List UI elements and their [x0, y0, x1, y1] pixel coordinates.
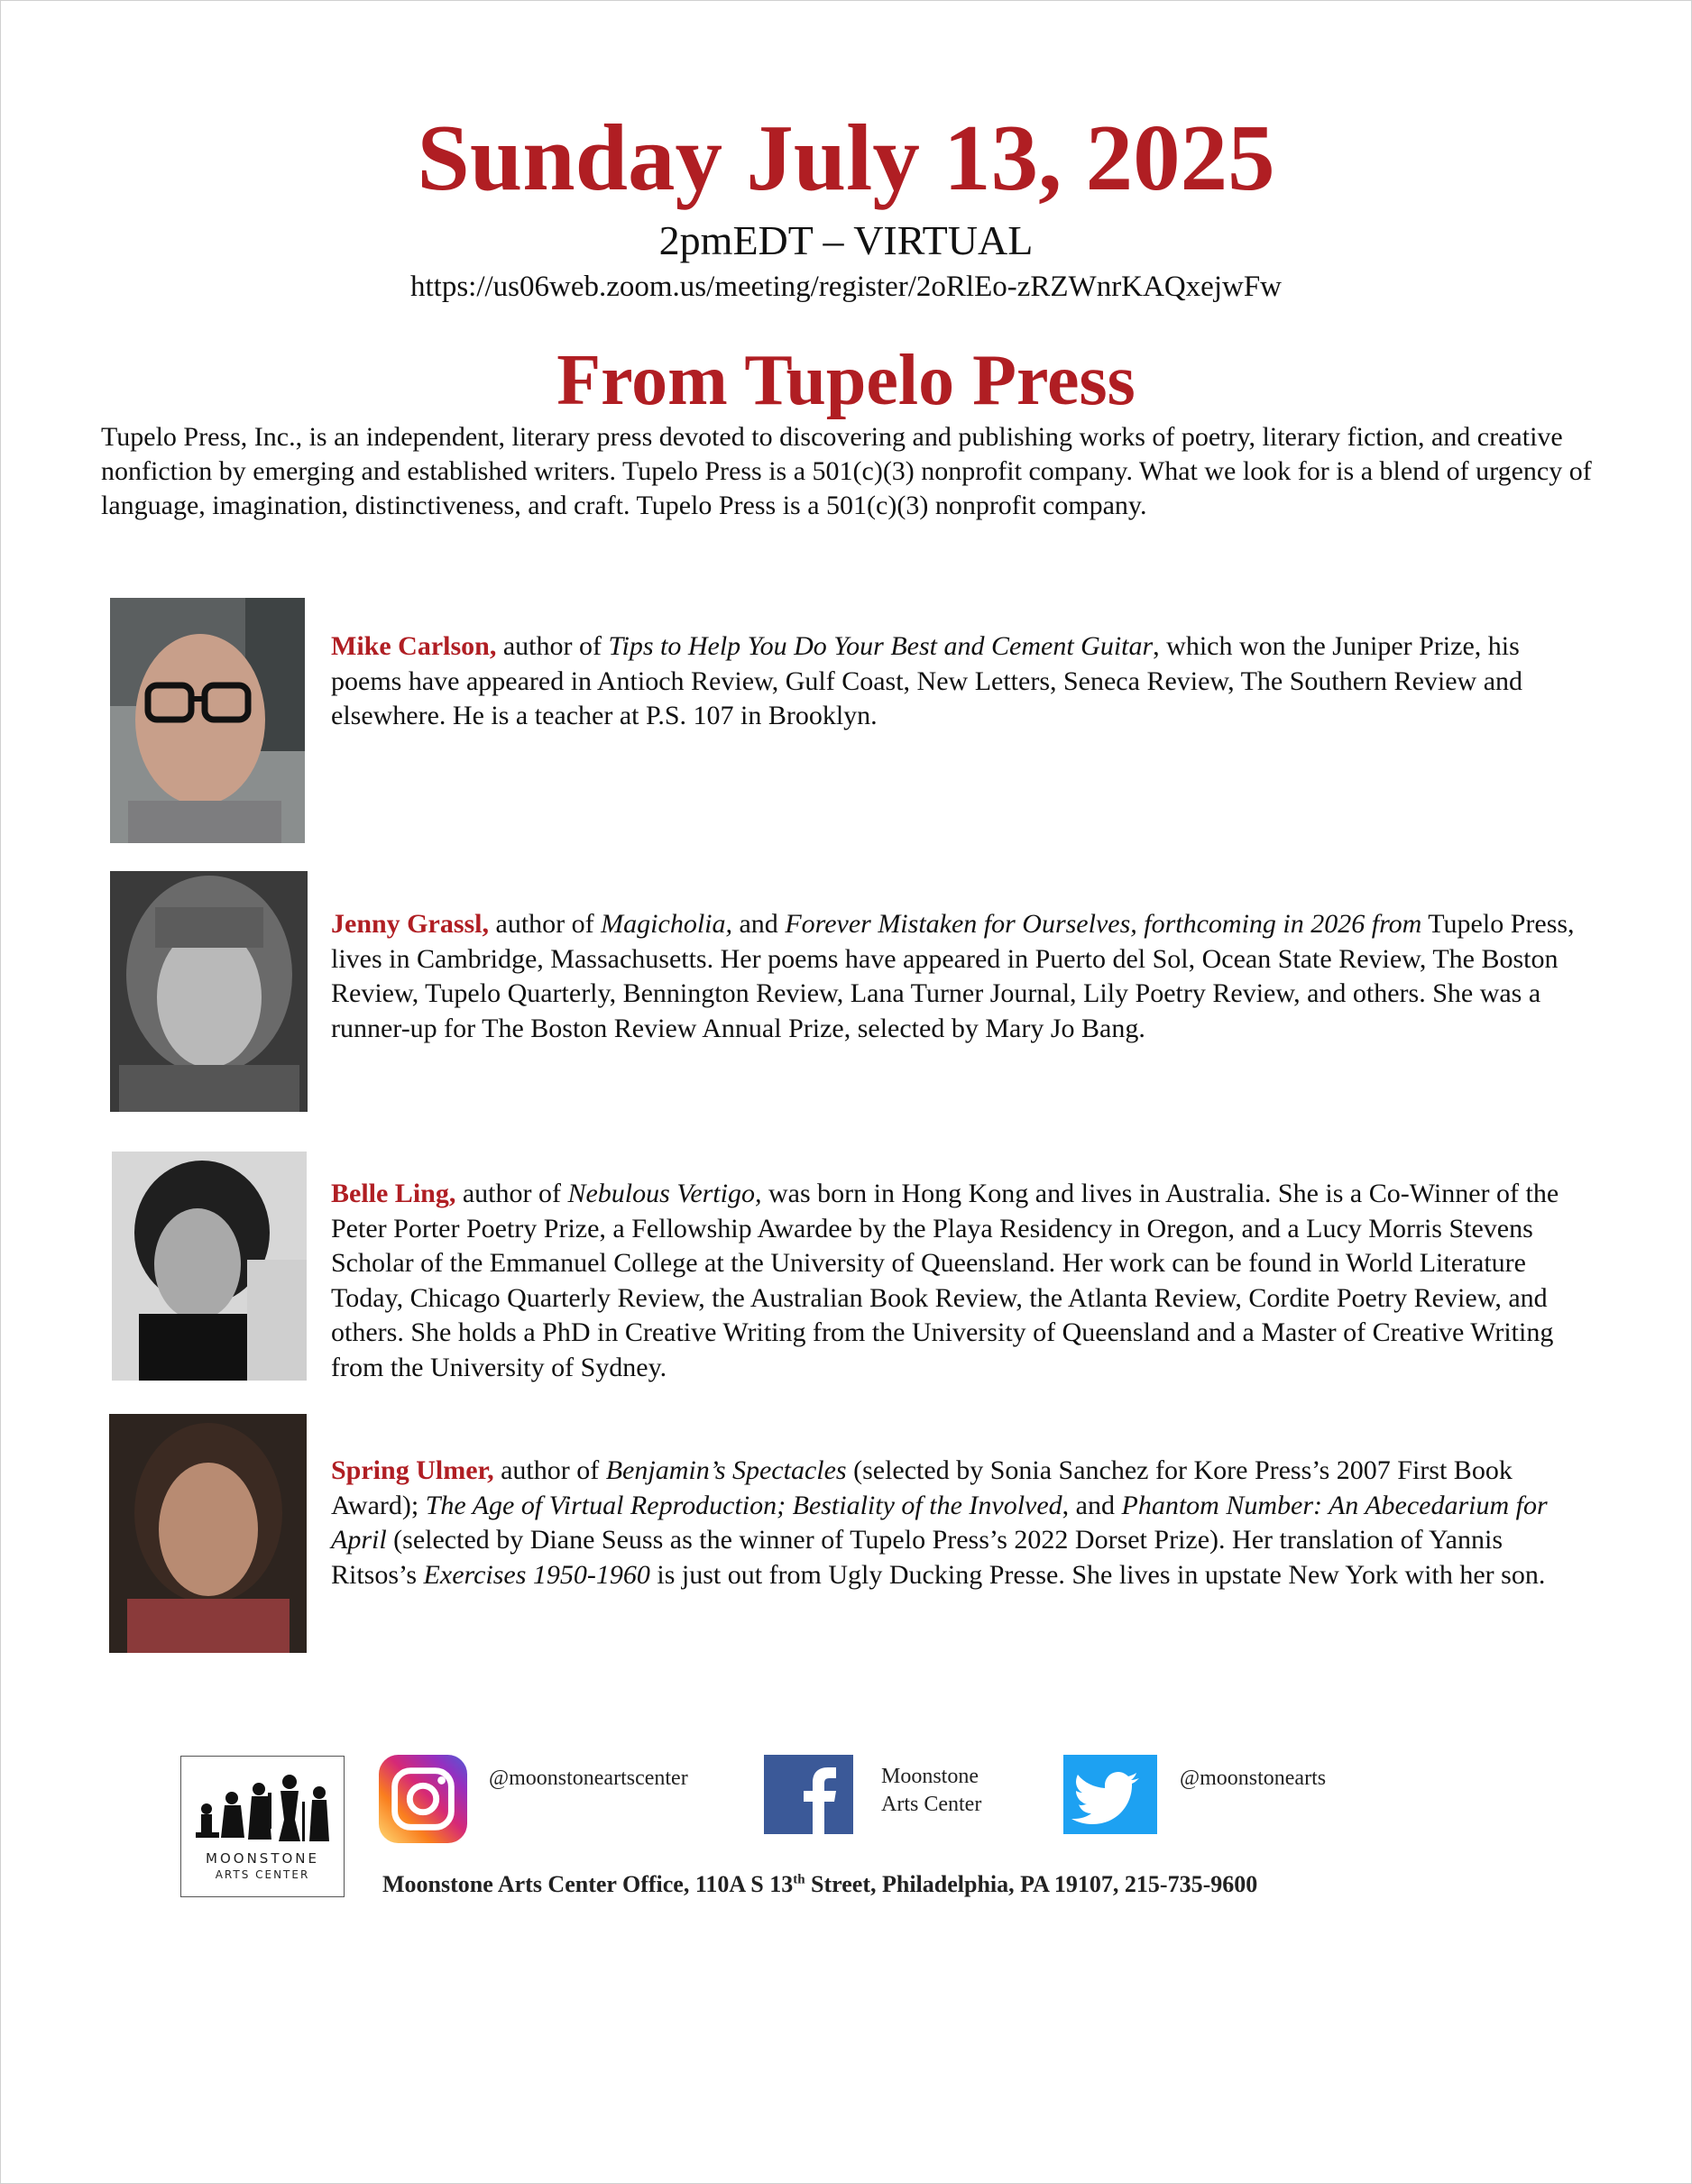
author-photo-mike-carlson: [110, 598, 305, 843]
artists-silhouette-icon: [189, 1766, 336, 1845]
author-name: Belle Ling,: [331, 1179, 456, 1208]
zoom-registration-link[interactable]: https://us06web.zoom.us/meeting/register/2oRlEo-zRZWnrKAQxejwFw: [409, 271, 1283, 303]
author-photo-spring-ulmer: [109, 1414, 307, 1653]
logo-text-line1: MOONSTONE: [206, 1850, 319, 1867]
facebook-line2: Arts Center: [881, 1793, 982, 1816]
event-date: Sunday July 13, 2025: [417, 105, 1275, 210]
facebook-line1: Moonstone: [881, 1765, 979, 1788]
facebook-icon[interactable]: [764, 1755, 853, 1834]
event-time: 2pmEDT – VIRTUAL: [658, 217, 1034, 263]
bio-spring-ulmer: Spring Ulmer, author of Benjamin’s Spectacles (selected by Sonia Sanchez for Kore Press’s 2007 First Book Award); The Age of Virtual Reproduction; Bestiality of the Involved, and Phantom Number: An Abecedarium for April (selected by Diane Seuss as the winner of Tupelo Press’s 2022 Dorset Prize). Her translation of Yannis Ritsos’s Exercises 1950-1960 is just out from Ugly Ducking Presse. She lives in upstate New York with her son.: [331, 1455, 1548, 1590]
book-title: Tips to Help You Do Your Best and Cement Guitar: [608, 631, 1154, 661]
author-photo-jenny-grassl: [110, 871, 308, 1112]
book-title: Phantom Number: An Abecedarium for April: [331, 1490, 1548, 1555]
author-name: Spring Ulmer,: [331, 1455, 494, 1485]
press-description: Tupelo Press, Inc., is an independent, literary press devoted to discovering and publishing works of poetry, literary fiction, and creative nonfiction by emerging and established writers. Tupelo Press is a 501(c)(3) nonprofit company. What we look for is a blend of urgency of language, imagination, distinctiveness, and craft. Tupelo Press is a 501(c)(3) nonprofit company.: [101, 422, 1592, 520]
instagram-icon[interactable]: [379, 1755, 467, 1843]
book-title: Exercises 1950-1960: [423, 1559, 650, 1590]
instagram-handle[interactable]: @moonstoneartscenter: [489, 1766, 688, 1790]
book-title: The Age of Virtual Reproduction; Bestiality of the Involved: [425, 1490, 1062, 1520]
logo-text-line2: ARTS CENTER: [215, 1868, 310, 1881]
author-name: Jenny Grassl,: [331, 909, 490, 939]
author-name: Mike Carlson,: [331, 631, 497, 661]
moonstone-logo: [180, 1756, 345, 1897]
book-title: Nebulous Vertigo,: [567, 1179, 762, 1208]
twitter-handle[interactable]: @moonstonearts: [1180, 1766, 1327, 1790]
page-heading: From Tupelo Press: [556, 341, 1136, 420]
book-title: Magicholia,: [601, 909, 732, 939]
bio-jenny-grassl: Jenny Grassl, author of Magicholia, and Forever Mistaken for Ourselves, forthcoming in 2026 from Tupelo Press, lives in Cambridge, Massachusetts. Her poems have appeared in Puerto del Sol, Ocean State Review, The Boston Review, Tupelo Quarterly, Bennington Review, Lana Turner Journal, Lily Poetry Review, and others. She was a runner-up for The Boston Review Annual Prize, selected by Mary Jo Bang.: [331, 909, 1575, 1043]
book-title: Forever Mistaken for Ourselves, forthcoming in 2026 from: [785, 909, 1422, 939]
author-photo-belle-ling: [112, 1152, 307, 1381]
facebook-page-name[interactable]: [881, 1763, 981, 1819]
bio-belle-ling: Belle Ling, author of Nebulous Vertigo, was born in Hong Kong and lives in Australia. She is a Co-Winner of the Peter Porter Poetry Prize, a Fellowship Awardee by the Playa Residency in Oregon, and a Lucy Morris Stevens Scholar of the Emmanuel College at the University of Queensland. Her work can be found in World Literature Today, Chicago Quarterly Review, the Australian Book Review, the Atlanta Review, Cordite Poetry Review, and others. She holds a PhD in Creative Writing from the University of Queensland and a Master of Creative Writing from the University of Sydney.: [331, 1179, 1559, 1382]
twitter-icon[interactable]: [1063, 1755, 1157, 1834]
book-title: Benjamin’s Spectacles: [605, 1455, 847, 1485]
bio-mike-carlson: Mike Carlson, author of Tips to Help You Do Your Best and Cement Guitar, which won the Juniper Prize, his poems have appeared in Antioch Review, Gulf Coast, New Letters, Seneca Review, The Southern Review and elsewhere. He is a teacher at P.S. 107 in Brooklyn.: [331, 631, 1523, 730]
office-address: Moonstone Arts Center Office, 110A S 13th Street, Philadelphia, PA 19107, 215-735-9600: [382, 1871, 1258, 1897]
